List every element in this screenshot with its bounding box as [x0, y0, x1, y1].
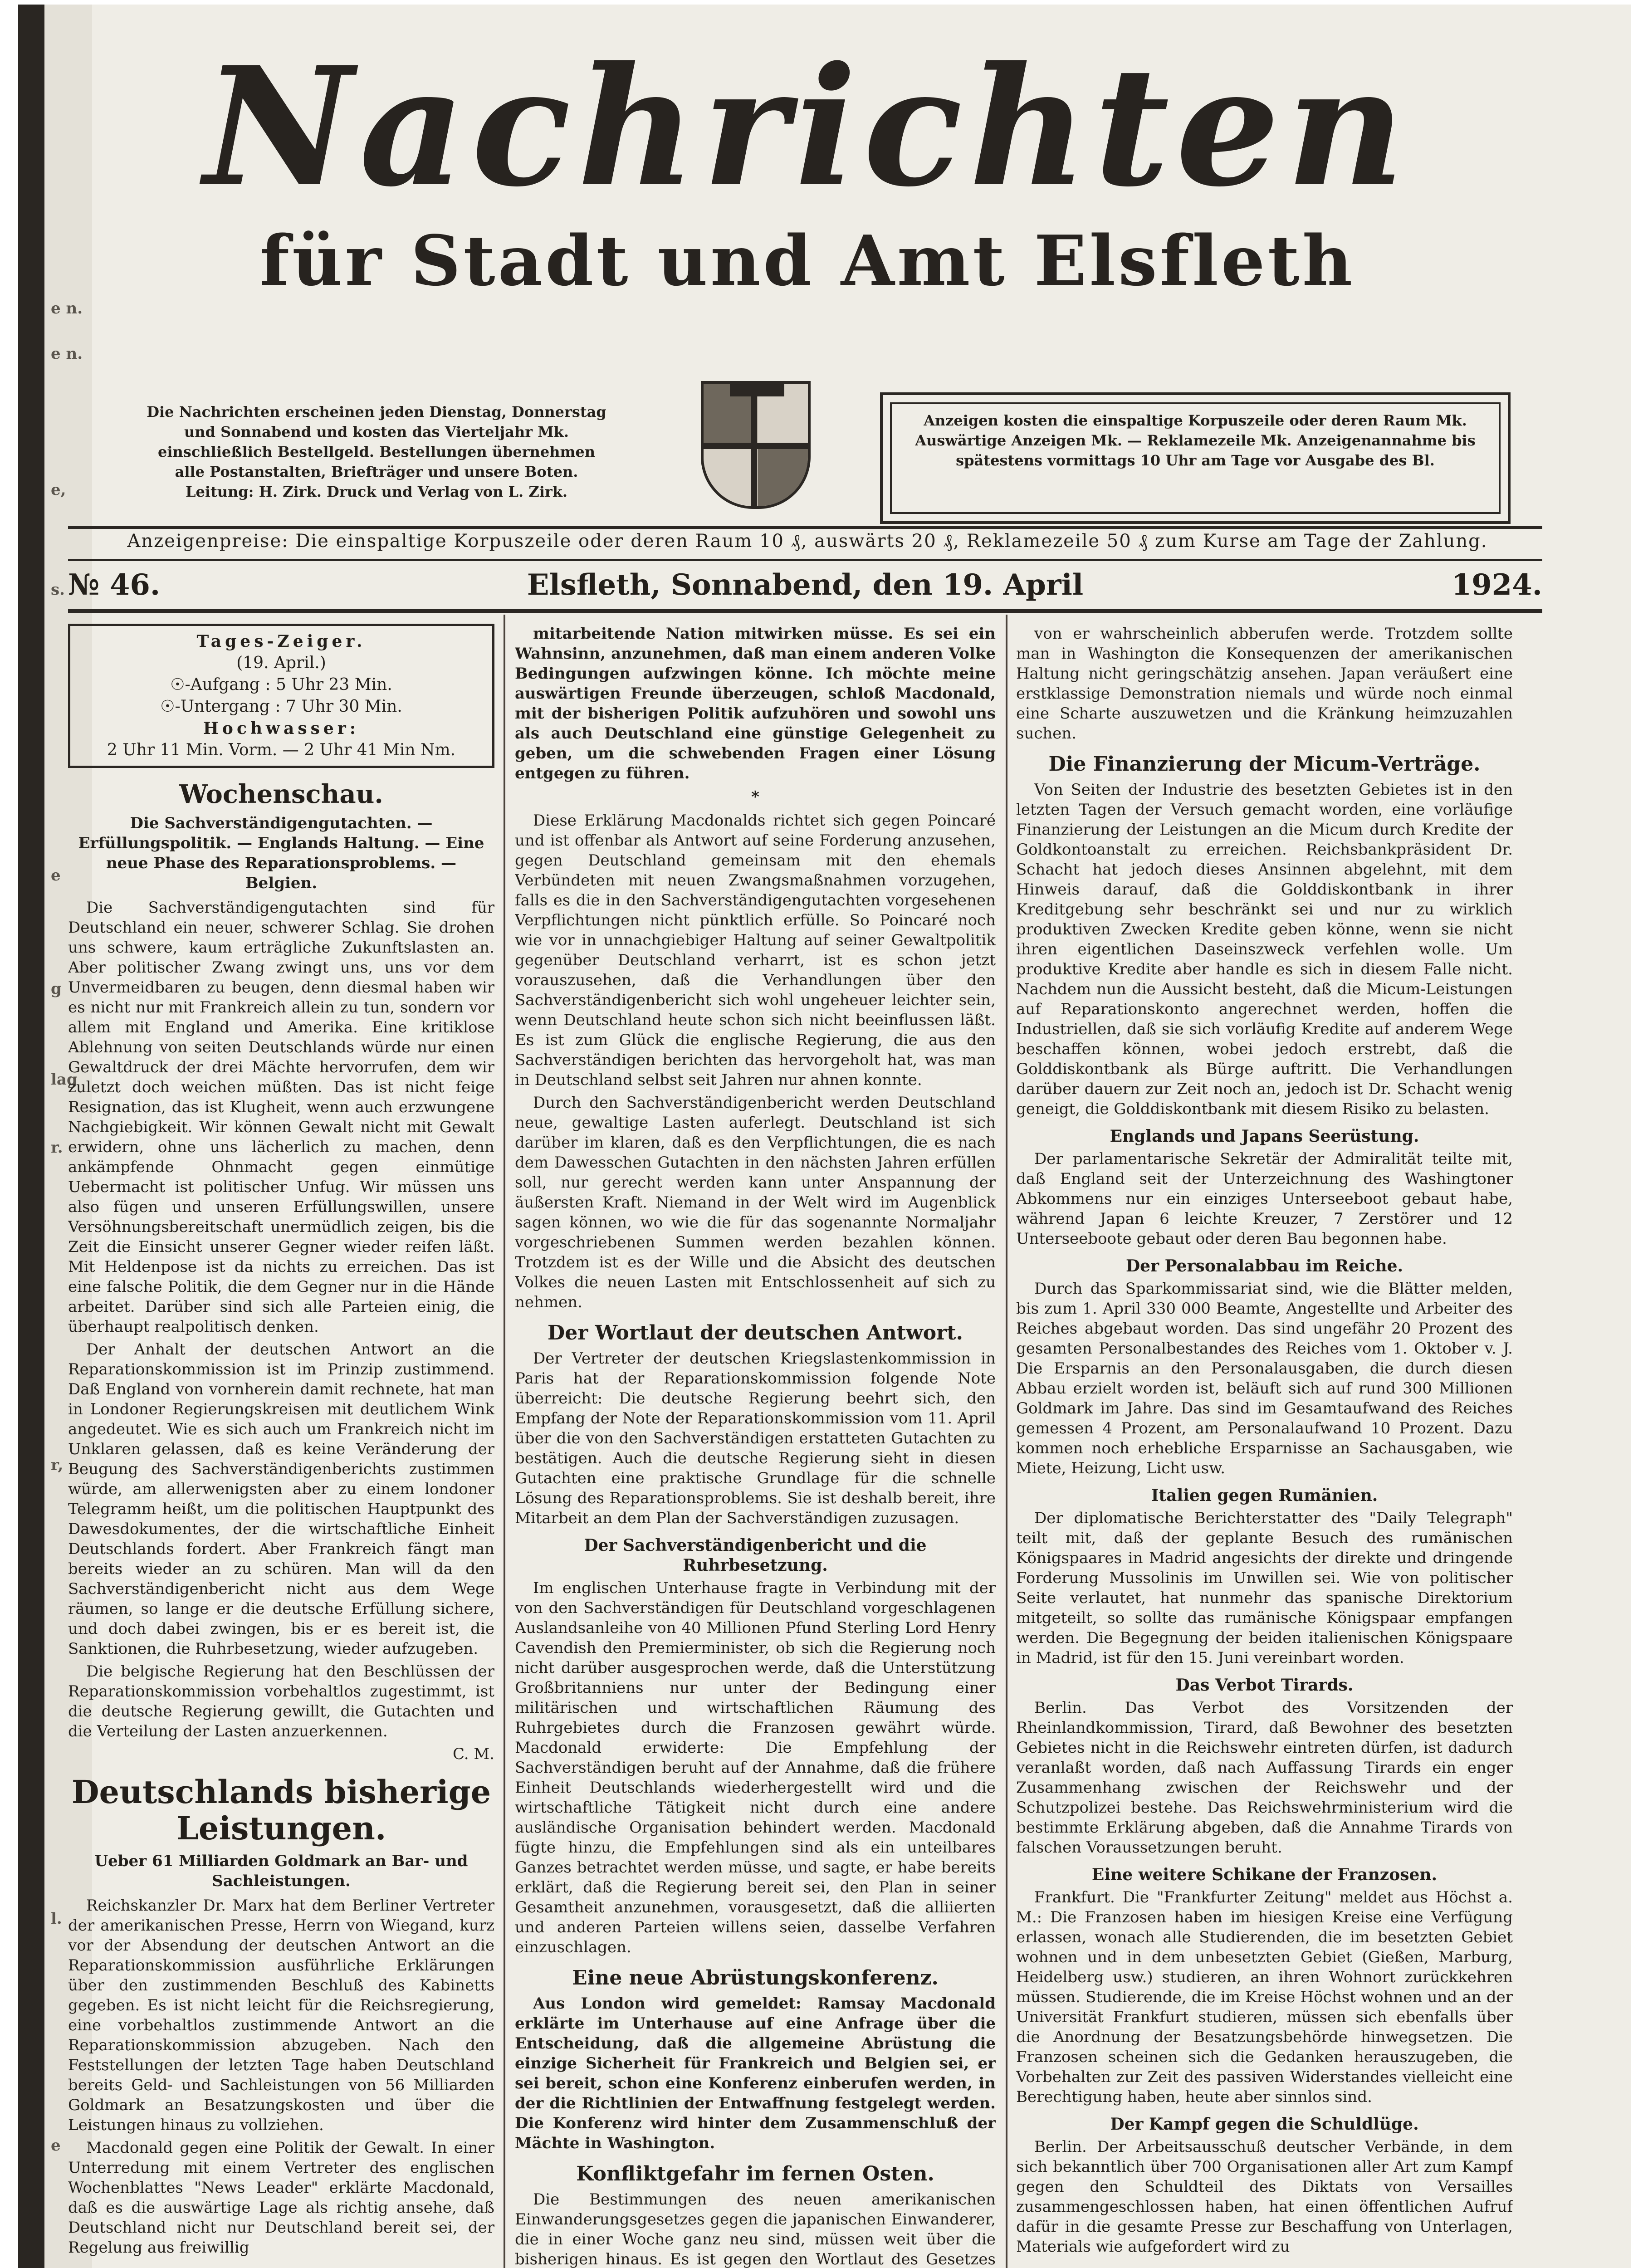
article-paragraph: Reichskanzler Dr. Marx hat dem Berliner Vertreter der amerikanischen Presse, Herrn von Wiegand, kurz vor der Absendung der deutschen Antwort an die Reparationskommission ausführliche Erklärungen über den zustimmenden Beschluß des Kabinetts gegeben. Es ist nicht leicht für die Reichsregierung, eine vorbehaltlos zustimmende Antwort an die Reparationskommission abzugeben. Nach den Feststellungen der letzten Tage haben Deutschland bereits Geld- und Sachleistungen von 56 Milliarden Goldmark an Besatzungskosten und über die Leistungen hinaus zu vollziehen.	[68, 1897, 494, 2134]
article-paragraph: Der diplomatische Berichterstatter des "Daily Telegraph" teilt mit, daß der geplante Besuch des rumänischen Königspaares in Madrid angesichts der direkte und dringende Forderung Mussolinis im Unwillen sei. Wie von politischer Seite verlautet, hat nunmehr das spanische Direktorium mitgeteilt, so sollte das rumänische Königspaar empfangen werden. Die Begegnung der beiden italienischen Königspaare in Madrid, ist für den 15. Juni vereinbart worden.	[1016, 1509, 1513, 1667]
column-2	[515, 624, 996, 2268]
masthead	[91, 31, 1524, 301]
article-paragraph: Durch den Sachverständigenbericht werden Deutschland neue, gewaltige Lasten auferlegt. Deutschland ist sich darüber im klaren, daß es den Verpflichtungen, die es nach dem Dawesschen Gutachten in den nächsten Jahren erfüllen soll, nur gerecht werden kann unter Anspannung der äußersten Kraft. Niemand in der Welt wird im Augenblick sagen können, wo wie die für das sogenannte Normaljahr vorgeschriebenen Summen werden bezahlen können. Trotzdem ist es der Wille und die Absicht des deutschen Volkes die neuen Lasten mit Entschlossenheit auf sich zu nehmen.	[515, 1094, 996, 1311]
headline-konferenz: Eine neue Abrüstungskonferenz.	[572, 1966, 939, 1989]
signature: C. M.	[452, 1745, 494, 1763]
bleed-text: e n.	[51, 345, 83, 363]
bleed-text: e	[51, 2136, 61, 2155]
article-paragraph: Von Seiten der Industrie des besetzten Gebietes ist in den letzten Tagen der Versuch gemacht worden, eine vorläufige Finanzierung der Leistungen an die Micum durch Kredite der Goldkontoanstalt zu erreichen. Reichsbankpräsident Dr. Schacht hat jedoch dieses Ansinnen abgelehnt, mit dem Hinweis darauf, daß die Golddiskontbank in ihrer Kreditgebung sehr beschränkt sei und nur zu wirklich produktiven Zwecken Kredite geben könne, wenn sie nicht ihren eigentlichen Daseinszweck verfehlen wolle. Um produktive Kredite aber handle es sich in diesem Falle nicht. Nachdem nun die Aussicht besteht, daß die Micum-Leistungen auf Reparationskonto angerechnet werden, hoffen die Industriellen, daß sie sich vorläufig Kredite auf anderem Wege beschaffen können, wobei jedoch erstrebt, daß die Golddiskontbank als Bürge auftritt. Die Verhandlungen darüber dauern zur Zeit noch an, jedoch ist Dr. Schacht wenig geneigt, die Golddiskontbank mit diesem Risiko zu belasten.	[1016, 781, 1513, 1118]
newspaper-title: Nachrichten	[204, 31, 1411, 223]
advertising-info: Anzeigen kosten die einspaltige Korpuszeile oder deren Raum Mk. Auswärtige Anzeigen Mk. — Reklamezeile Mk. Anzeigenannahme bis spätestens vormittags 10 Uhr am Tage vor Ausgabe des Bl.	[890, 402, 1501, 514]
headline-ruhr: Der Sachverständigenbericht und die Ruhrbesetzung.	[584, 1536, 927, 1575]
article-paragraph: Der Anhalt der deutschen Antwort an die Reparationskommission ist im Prinzip zustimmend. Daß England von vornherein damit rechnete, hat man in Londoner Regierungskreisen mit deutlichem Wink angedeutet. Wie es sich auch um Frankreich nicht im Unklaren gelassen, daß es keine Veränderung der Beugung des Sachverständigenberichts zustimmen würde, am allerwenigsten aber zu einem londoner Telegramm heißt, um die politischen Hauptpunkt des Dawesdokumentes, der die wirtschaftliche Einheit Deutschlands fordert. Aber Frankreich fängt man bereits wieder an zu schüren. Man will da den Sachverständigenbericht nicht aus dem Wege räumen, so lange er die deutsche Erfüllung sichere, und doch dabei zwingen, bis er es bereit ist, die Sanktionen, die Ruhrbesetzung, wieder aufzugeben.	[68, 1340, 494, 1658]
bleed-text: e,	[51, 481, 66, 499]
article-paragraph: Macdonald gegen eine Politik der Gewalt. In einer Unterredung mit einem Vertreter des englischen Wochenblattes "News Leader" erklärte Macdonald, daß es die auswärtige Lage als richtig ansehe, daß Deutschland nicht nur Deutschland bereit sei, der Regelung aus freiwillig	[68, 2139, 494, 2257]
headline-italien: Italien gegen Rumänien.	[1151, 1486, 1378, 1505]
tz-sunset: ☉-Untergang : 7 Uhr 30 Min.	[160, 697, 402, 716]
subscription-info: Die Nachrichten erscheinen jeden Dienstag, Donnerstag und Sonnabend und kosten das Vierteljahr Mk. einschließlich Bestellgeld. Bestellungen übernehmen alle Postanstalten, Briefträger und unsere Boten. Leitung: H. Zirk. Druck und Verlag von L. Zirk.	[136, 395, 617, 522]
divider	[68, 559, 1542, 561]
article-paragraph: Die belgische Regierung hat den Beschlüssen der Reparationskommission vorbehaltlos zugestimmt, ist die deutsche Regierung gewillt, die Gutachten und die Verteilung der Lasten anzuerkennen.	[68, 1662, 494, 1740]
tz-date: (19. April.)	[236, 654, 326, 672]
bleed-text: e	[51, 866, 61, 885]
binding-edge	[18, 5, 44, 2268]
article-paragraph: Im englischen Unterhause fragte in Verbindung mit der von den Sachverständigen für Deutschland vorgeschlagenen Auslandsanleihe von 40 Millionen Pfund Sterling Lord Henry Cavendish den Premierminister, ob sich die Regierung noch nicht darüber ausgesprochen werde, daß die Unterstützung Großbritanniens nur unter der Bedingung einer militärischen und wirtschaftlichen Räumung des Ruhrgebietes durch die Franzosen gewährt würde. Macdonald erwiderte: Die Empfehlung der Sachverständigen beruht auf der Annahme, daß die frühere Einheit Deutschlands wiederhergestellt wird und die wirtschaftliche Tätigkeit nicht durch eine andere ausländische Organisation behindert werden. Macdonald fügte hinzu, die Empfehlungen sind als ein unteilbares Ganzes betrachtet werden müsse, und sagte, er habe bereits erklärt, daß die Regierung bereit sei, den Plan in seiner Gesamtheit anzunehmen, vorausgesetzt, daß die alliierten und anderen Parteien willens seien, dasselbe Verfahren einzuschlagen.	[515, 1579, 996, 1956]
headline-konflikt: Konfliktgefahr im fernen Osten.	[576, 2162, 934, 2185]
article-paragraph: Berlin. Der Arbeitsausschuß deutscher Verbände, in dem sich bekanntlich über 700 Organisationen aller Art zum Kampf gegen den Schuldteil des Diktats von Versailles zusammengeschlossen haben, hat einen öffentlichen Aufruf dafür in die gesamte Presse zur Beschaffung von Unterlagen, Materials wie aufgefordert wird zu	[1016, 2138, 1513, 2256]
headline-seeruestung: Englands und Japans Seerüstung.	[1110, 1127, 1419, 1146]
divider	[68, 609, 1542, 613]
bleed-text: r,	[51, 1456, 64, 1474]
headline-tirards: Das Verbot Tirards.	[1175, 1676, 1354, 1695]
article-paragraph: Die Sachverständigengutachten sind für Deutschland ein neuer, schwerer Schlag. Sie drohen uns schwere, kaum erträgliche Zukunftslasten an. Aber politischer Zwang zwingt uns, uns vor dem Unvermeidbaren zu beugen, denn diesmal haben wir es nicht nur mit Frankreich allein zu tun, sondern vor allem mit England und Amerika. Eine kritiklose Ablehnung von seiten Deutschlands würde nur einen Gewaltdruck der drei Mächte hervorrufen, dem wir zuletzt doch weichen müßten. Das ist nicht feige Resignation, das ist Klugheit, wenn auch erzwungene Nachgiebigkeit. Wir können Gewalt nicht mit Gewalt erwidern, ohne uns lächerlich zu machen, denn ankämpfende Ohnmacht gegen einmütige Uebermacht ist politischer Unfug. Wir müssen uns also fügen und unseren Erfüllungswillen, unsere Versöhnungsbereitschaft unermüdlich zeigen, bis die Zeit die Einsicht unserer Gegner wieder reifen läßt. Mit Heldenpose ist da nichts zu erreichen. Das ist eine falsche Politik, die dem Gegner nur in die Hände arbeitet. Darüber sind sich alle Parteien einig, die überhaupt realpolitisch denken.	[68, 899, 494, 1336]
advertising-info-box	[880, 392, 1511, 524]
headline-leistungen: Deutschlands bisherige Leistungen.	[71, 1773, 491, 1847]
tz-sunrise: ☉-Aufgang : 5 Uhr 23 Min.	[170, 675, 392, 694]
bleed-text: lag	[51, 1070, 78, 1089]
tages-zeiger-box	[68, 624, 494, 768]
tz-title: Tages-Zeiger.	[196, 632, 366, 651]
headline-personal: Der Personalabbau im Reiche.	[1125, 1256, 1403, 1276]
column-1	[68, 624, 494, 2268]
article-paragraph: Der parlamentarische Sekretär der Admiralität teilte mit, daß England seit der Unterzeichnung des Washingtoner Abkommens nur ein einziges Unterseeboot gebaut habe, während Japan 6 leichte Kreuzer, 7 Zerstörer und 12 Unterseeboote gebaut oder deren Bau begonnen habe.	[1016, 1150, 1513, 1248]
newspaper-subtitle: für Stadt und Amt Elsfleth	[259, 220, 1355, 301]
separator-star: *	[751, 788, 759, 806]
tz-tide-title: Hochwasser:	[203, 719, 360, 738]
bleed-text: g	[51, 980, 62, 998]
dateline	[68, 562, 1542, 608]
headline-micum: Die Finanzierung der Micum-Verträge.	[1048, 753, 1481, 776]
headline-wochenschau: Wochenschau.	[179, 779, 383, 809]
article-paragraph: Aus London wird gemeldet: Ramsay Macdonald erklärte im Unterhause auf eine Anfrage über die Entscheidung, daß die allgemeine Abrüstung die einzige Sicherheit für Frankreich und Belgien sei, er sei bereit, schon eine Konferenz einberufen werden, in der die Richtlinien der Entwaffnung festgelegt werden. Die Konferenz wird hinter dem Zusammenschluß der Mächte in Washington.	[515, 1994, 996, 2152]
headline-wortlaut: Der Wortlaut der deutschen Antwort.	[548, 1321, 963, 1344]
column-divider	[504, 615, 505, 2268]
lead-leistungen: Ueber 61 Milliarden Goldmark an Bar- und Sachleistungen.	[94, 1852, 468, 1890]
headline-schikane: Eine weitere Schikane der Franzosen.	[1091, 1865, 1438, 1884]
bleed-text: l.	[51, 1910, 62, 1928]
issue-place-date: Elsfleth, Sonnabend, den 19. April	[527, 568, 1084, 602]
bleed-text: e n.	[51, 299, 83, 318]
issue-number: № 46.	[68, 568, 161, 602]
headline-schuldluege: Der Kampf gegen die Schuldlüge.	[1110, 2115, 1419, 2134]
column-divider	[1006, 615, 1007, 2268]
article-paragraph: von er wahrscheinlich abberufen werde. Trotzdem sollte man in Washington die Konsequenzen der amerikanischen Haltung nicht geringschätzig ansehen. Japan veräußert eine erstklassige Demonstration niemals und würde noch einmal eine Scharte auszuwetzen und die Kränkung heimzuzahlen suchen.	[1016, 625, 1513, 743]
coat-of-arms-icon	[701, 381, 811, 509]
bleed-text: r.	[51, 1139, 63, 1157]
bleed-text: s.	[51, 581, 65, 599]
article-paragraph: Frankfurt. Die "Frankfurter Zeitung" meldet aus Höchst a. M.: Die Franzosen haben im hiesigen Kreise eine Verfügung erlassen, wonach alle Studierenden, die im besetzten Gebiet wohnen und in dem unbesetzten Gebiet (Gießen, Marburg, Heidelberg usw.) studieren, an ihren Wohnort zurückkehren müssen. Studierende, die im Kreise Höchst wohnen und an der Universität Frankfurt studieren, müssen sich ebenfalls über die Anordnung der Besatzungsbehörde hinwegsetzen. Die Franzosen scheinen sich die Gedanken herauszugeben, die Vorbehalten zur Zeit des passiven Widerstandes vielleicht eine Berechtigung haben, heute aber sinnlos sind.	[1016, 1888, 1513, 2106]
issue-year: 1924.	[1451, 568, 1542, 602]
newspaper-page	[18, 5, 1631, 2268]
article-paragraph: Diese Erklärung Macdonalds richtet sich gegen Poincaré und ist offenbar als Antwort auf seine Forderung anzusehen, gegen Deutschland gemeinsam mit den ehemals Verbündeten mit neuen Zwangsmaßnahmen vorzugehen, falls es die in den Sachverständigengutachten vorgesehenen Verpflichtungen nicht pünktlich erfülle. So Poincaré noch wie vor in unnachgiebiger Haltung auf seiner Gewaltpolitik gegenüber Deutschland verharrt, ist es schon jetzt vorauszusehen, daß die Verhandlungen über den Sachverständigenbericht sich wohl ungeheuer leichter sein, wenn Deutschland heute schon sich nicht beeinflussen läßt. Es ist zum Glück die englische Regierung, die aus den Sachverständigen berichten das hervorgeholt hat, was man in Deutschland selbst seit Jahren nur ahnen konnte.	[515, 811, 996, 1089]
article-paragraph: Die Bestimmungen des neuen amerikanischen Einwanderungsgesetzes gegen die japanischen Einwanderer, die in einer Woche ganz neu sind, müssen weit über die bisherigen hinaus. Es ist gegen den Wortlaut des Gesetzes	[515, 2190, 996, 2268]
tz-tide: 2 Uhr 11 Min. Vorm. — 2 Uhr 41 Min Nm.	[107, 741, 456, 759]
column-3	[1016, 624, 1513, 2268]
lead-wochenschau: Die Sachverständigengutachten. — Erfüllungspolitik. — Englands Haltung. — Eine neue Phase des Reparationsproblems. — Belgien.	[78, 814, 484, 892]
article-paragraph: Berlin. Das Verbot des Vorsitzenden der Rheinlandkommission, Tirard, daß Bewohner des besetzten Gebietes nicht in die Reichswehr eintreten dürfen, ist dadurch veranlaßt worden, daß nach Auffassung Tirards ein enger Zusammenhang zwischen der Reichswehr und der Schutzpolizei bestehe. Das Reichswehrministerium wird die bestimmte Erklärung abgeben, daß die Annahme Tirards von falschen Voraussetzungen beruht.	[1016, 1699, 1513, 1857]
article-paragraph: Durch das Sparkommissariat sind, wie die Blätter melden, bis zum 1. April 330 000 Beamte, Angestellte und Arbeiter des Reiches abgebaut worden. Das sind ungefähr 20 Prozent des gesamten Personalbestandes des Reiches vom 1. Oktober v. J. Die Ersparnis an den Personalausgaben, die durch diesen Abbau erzielt worden ist, beläuft sich auf rund 300 Millionen Goldmark im Jahre. Das sind im Gesamtaufwand des Reiches gemessen 4 Prozent, am Personalaufwand 10 Prozent. Dazu kommen noch erhebliche Ersparnisse an Sachausgaben, wie Miete, Heizung, Licht usw.	[1016, 1280, 1513, 1477]
ad-prices: Anzeigenpreise: Die einspaltige Korpuszeile oder deren Raum 10 ₰, auswärts 20 ₰, Reklamezeile 50 ₰ zum Kurse am Tage der Zahlung.	[127, 531, 1488, 552]
article-paragraph: Der Vertreter der deutschen Kriegslastenkommission in Paris hat der Reparationskommission folgende Note überreicht: Die deutsche Regierung beehrt sich, den Empfang der Note der Reparationskommission vom 11. April über die von den Sachverständigen erstatteten Gutachten zu bestätigen. Auch die deutsche Regierung sieht in diesen Gutachten eine praktische Grundlage für die schnelle Lösung des Reparationsproblems. Sie ist deshalb bereit, ihre Mitarbeit an dem Plan der Sachverständigen zuzusagen.	[515, 1349, 996, 1527]
article-paragraph: mitarbeitende Nation mitwirken müsse. Es sei ein Wahnsinn, anzunehmen, daß man einem anderen Volke Bedingungen aufzwingen könne. Ich möchte meine auswärtigen Freunde überzeugen, schloß Macdonald, mit der bisherigen Politik aufzuhören und sowohl uns als auch Deutschland eine günstige Gelegenheit zu geben, um die schwebenden Fragen einer Lösung entgegen zu führen.	[515, 625, 996, 782]
